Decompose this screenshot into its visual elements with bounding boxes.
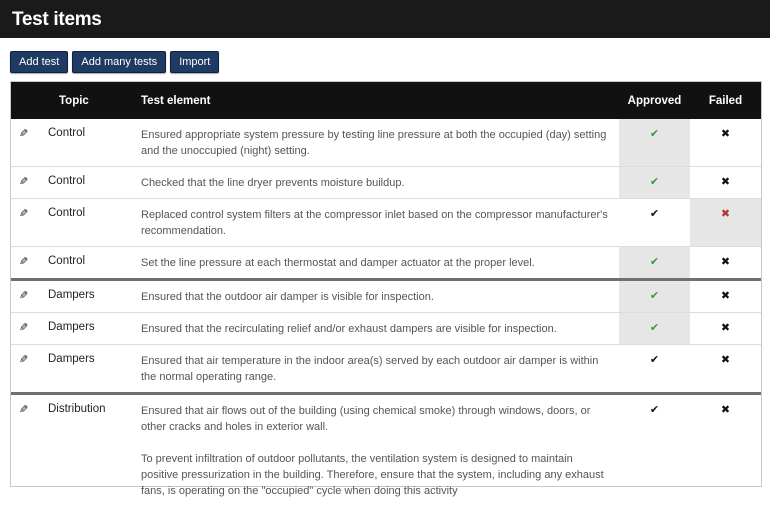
failed-toggle[interactable] <box>690 394 761 506</box>
table-row <box>11 167 761 199</box>
test-items-table <box>10 81 762 487</box>
row-topic: Control <box>36 119 126 167</box>
edit-button[interactable] <box>11 247 36 280</box>
edit-button[interactable] <box>11 313 36 345</box>
add-many-tests-button[interactable]: Add many tests <box>72 51 166 73</box>
approved-toggle[interactable] <box>619 199 690 247</box>
pencil-icon: ✎ <box>19 175 28 188</box>
row-topic: Dampers <box>36 345 126 394</box>
approved-toggle[interactable] <box>619 247 690 280</box>
failed-toggle[interactable] <box>690 119 761 167</box>
test-element-text: Ensured that air flows out of the building (using chemical smoke) through windows, doors, or other cracks and holes in exterior wall. <box>141 403 609 435</box>
row-topic: Control <box>36 199 126 247</box>
approved-toggle[interactable] <box>619 280 690 313</box>
approved-toggle[interactable] <box>619 313 690 345</box>
row-topic: Control <box>36 247 126 280</box>
failed-toggle[interactable] <box>690 167 761 199</box>
approved-toggle[interactable] <box>619 394 690 506</box>
pencil-icon: ✎ <box>19 289 28 302</box>
approved-column-header: Approved <box>619 82 690 119</box>
row-topic: Dampers <box>36 313 126 345</box>
page-title: Test items <box>12 9 102 30</box>
table-row <box>11 247 761 280</box>
check-icon: ✔ <box>650 176 659 188</box>
x-icon: ✖ <box>721 128 730 140</box>
check-icon: ✔ <box>650 256 659 268</box>
row-test-element: Ensured that air temperature in the indoor area(s) served by each outdoor air damper is within the normal operating range. <box>126 345 619 394</box>
test-element-note: To prevent infiltration of outdoor pollutants, the ventilation system is designed to maintain positive pressurization in the building. Therefore, ensure that the system, including any exhaust fans, is operating on the "occupied" cycle when doing this activity <box>141 451 609 499</box>
failed-column-header: Failed <box>690 82 761 119</box>
row-test-element: Ensured that the recirculating relief and/or exhaust dampers are visible for inspection. <box>126 313 619 345</box>
row-topic: Dampers <box>36 280 126 313</box>
check-icon: ✔ <box>650 128 659 140</box>
failed-toggle[interactable] <box>690 199 761 247</box>
failed-toggle[interactable] <box>690 280 761 313</box>
table-row <box>11 313 761 345</box>
table-row <box>11 199 761 247</box>
x-icon: ✖ <box>721 176 730 188</box>
edit-button[interactable] <box>11 394 36 506</box>
pencil-icon: ✎ <box>19 207 28 220</box>
row-test-element: Checked that the line dryer prevents moisture buildup. <box>126 167 619 199</box>
x-icon: ✖ <box>721 208 730 220</box>
x-icon: ✖ <box>721 256 730 268</box>
x-icon: ✖ <box>721 404 730 416</box>
topic-column-header: Topic <box>36 82 126 119</box>
edit-button[interactable] <box>11 167 36 199</box>
x-icon: ✖ <box>721 322 730 334</box>
row-test-element: Set the line pressure at each thermostat and damper actuator at the proper level. <box>126 247 619 280</box>
check-icon: ✔ <box>650 290 659 302</box>
check-icon: ✔ <box>650 208 659 220</box>
edit-button[interactable] <box>11 280 36 313</box>
row-topic: Distribution <box>36 394 126 506</box>
failed-toggle[interactable] <box>690 345 761 394</box>
row-test-element: Replaced control system filters at the compressor inlet based on the compressor manufacturer's recommendation. <box>126 199 619 247</box>
pencil-icon: ✎ <box>19 255 28 268</box>
edit-button[interactable] <box>11 345 36 394</box>
check-icon: ✔ <box>650 404 659 416</box>
pencil-icon: ✎ <box>19 353 28 366</box>
row-test-element <box>126 394 619 506</box>
approved-toggle[interactable] <box>619 345 690 394</box>
x-icon: ✖ <box>721 354 730 366</box>
page-header <box>0 0 770 38</box>
add-test-button[interactable]: Add test <box>10 51 68 73</box>
pencil-icon: ✎ <box>19 127 28 140</box>
approved-toggle[interactable] <box>619 167 690 199</box>
row-topic: Control <box>36 167 126 199</box>
table-row <box>11 394 761 506</box>
table-row <box>11 345 761 394</box>
x-icon: ✖ <box>721 290 730 302</box>
row-test-element: Ensured appropriate system pressure by testing line pressure at both the occupied (day) setting and the unoccupied (night) setting. <box>126 119 619 167</box>
pencil-icon: ✎ <box>19 321 28 334</box>
edit-column-header <box>11 82 36 119</box>
table-row <box>11 119 761 167</box>
table-header-row <box>11 82 761 119</box>
check-icon: ✔ <box>650 354 659 366</box>
pencil-icon: ✎ <box>19 403 28 416</box>
check-icon: ✔ <box>650 322 659 334</box>
edit-button[interactable] <box>11 199 36 247</box>
approved-toggle[interactable] <box>619 119 690 167</box>
failed-toggle[interactable] <box>690 313 761 345</box>
edit-button[interactable] <box>11 119 36 167</box>
test-element-column-header: Test element <box>126 82 619 119</box>
import-button[interactable]: Import <box>170 51 219 73</box>
toolbar <box>10 51 219 73</box>
failed-toggle[interactable] <box>690 247 761 280</box>
table-row <box>11 280 761 313</box>
row-test-element: Ensured that the outdoor air damper is visible for inspection. <box>126 280 619 313</box>
